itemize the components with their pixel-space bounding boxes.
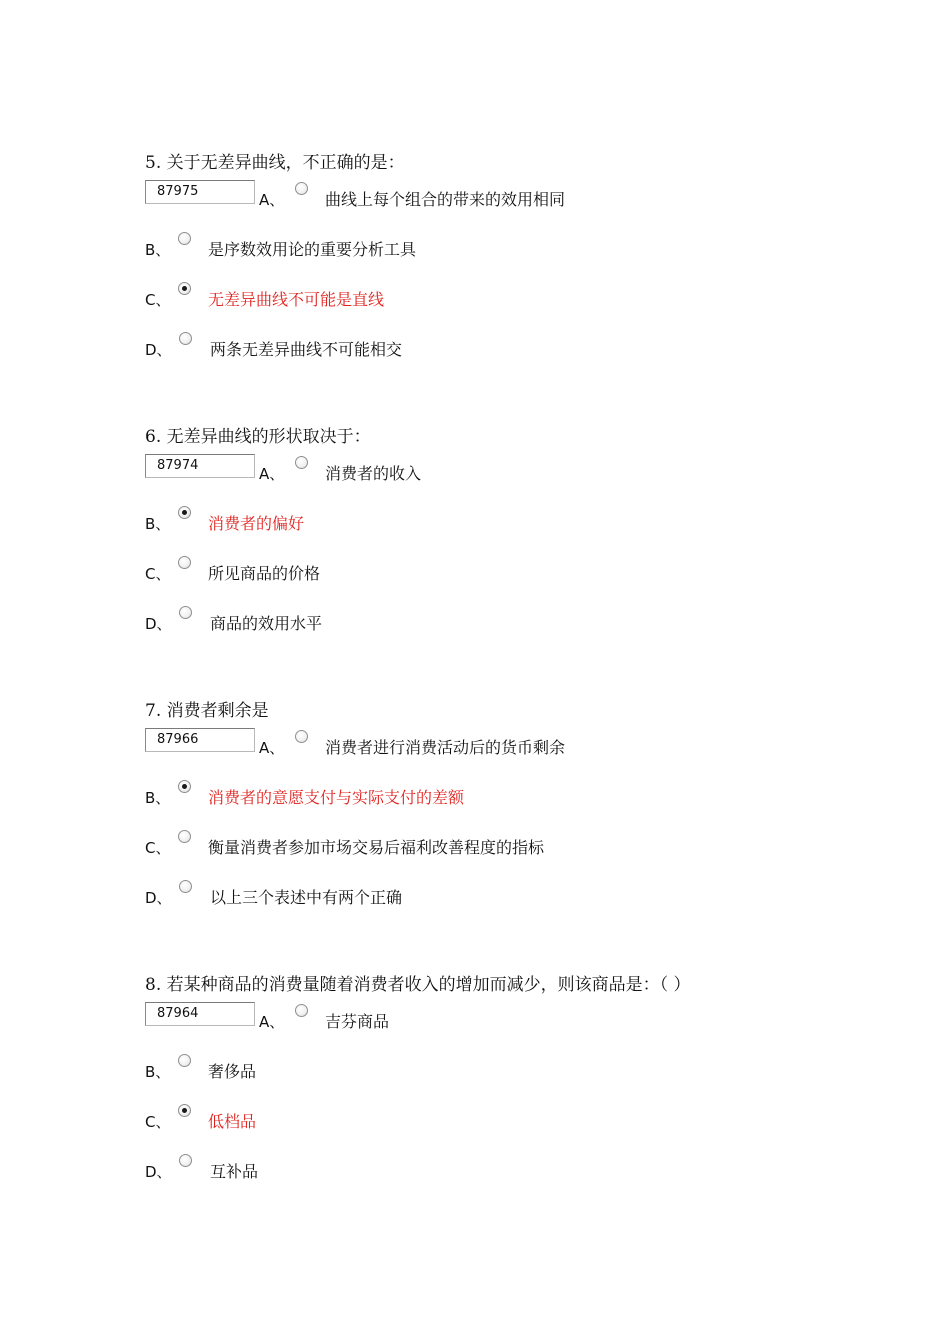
option-text: 消费者进行消费活动后的货币剩余 (325, 738, 566, 757)
radio-unchecked-icon[interactable] (179, 332, 192, 345)
radio-unchecked-icon[interactable] (295, 730, 308, 743)
option-letter: B、 (145, 789, 171, 807)
radio-unchecked-icon[interactable] (295, 182, 308, 195)
radio-unchecked-icon[interactable] (295, 456, 308, 469)
option-letter: B、 (145, 515, 171, 533)
question-id-field[interactable]: 87975 (145, 180, 255, 204)
option-text: 两条无差异曲线不可能相交 (210, 340, 403, 359)
question-block (145, 974, 905, 1234)
option-letter: D、 (145, 341, 172, 359)
option-text: 所见商品的价格 (208, 564, 321, 583)
option-letter: C、 (145, 565, 171, 583)
option-text: 曲线上每个组合的带来的效用相同 (325, 190, 566, 209)
option-letter: D、 (145, 615, 172, 633)
option-text: 奢侈品 (208, 1062, 257, 1081)
radio-checked-icon[interactable] (178, 506, 191, 519)
option-letter: D、 (145, 889, 172, 907)
question-title: 6. 无差异曲线的形状取决于： (145, 427, 371, 447)
question-title: 5. 关于无差异曲线，不正确的是： (145, 153, 405, 173)
option-text: 低档品 (208, 1112, 257, 1131)
option-text: 以上三个表述中有两个正确 (210, 888, 403, 907)
option-letter: B、 (145, 241, 171, 259)
option-letter: C、 (145, 1113, 171, 1131)
option-letter: A、 (259, 1013, 285, 1031)
radio-unchecked-icon[interactable] (178, 556, 191, 569)
radio-unchecked-icon[interactable] (178, 232, 191, 245)
question-id-field[interactable]: 87964 (145, 1002, 255, 1026)
question-title: 8. 若某种商品的消费量随着消费者收入的增加而减少，则该商品是：（ ） (145, 975, 691, 995)
option-letter: A、 (259, 191, 285, 209)
option-text: 消费者的收入 (325, 464, 422, 483)
radio-unchecked-icon[interactable] (295, 1004, 308, 1017)
option-letter: D、 (145, 1163, 172, 1181)
question-block (145, 152, 905, 412)
option-text: 互补品 (210, 1162, 259, 1181)
radio-unchecked-icon[interactable] (178, 830, 191, 843)
radio-checked-icon[interactable] (178, 282, 191, 295)
question-block (145, 426, 905, 686)
radio-unchecked-icon[interactable] (179, 1154, 192, 1167)
option-letter: B、 (145, 1063, 171, 1081)
option-letter: A、 (259, 465, 285, 483)
radio-unchecked-icon[interactable] (179, 880, 192, 893)
option-letter: C、 (145, 839, 171, 857)
option-text: 商品的效用水平 (210, 614, 323, 633)
option-text: 衡量消费者参加市场交易后福利改善程度的指标 (208, 838, 545, 857)
option-text: 是序数效用论的重要分析工具 (208, 240, 417, 259)
option-text: 消费者的意愿支付与实际支付的差额 (208, 788, 465, 807)
question-title: 7. 消费者剩余是 (145, 701, 269, 721)
radio-unchecked-icon[interactable] (178, 1054, 191, 1067)
option-text: 消费者的偏好 (208, 514, 305, 533)
option-text: 无差异曲线不可能是直线 (208, 290, 385, 309)
radio-checked-icon[interactable] (178, 780, 191, 793)
question-id-field[interactable]: 87966 (145, 728, 255, 752)
option-letter: C、 (145, 291, 171, 309)
question-id-field[interactable]: 87974 (145, 454, 255, 478)
question-block (145, 700, 905, 960)
option-letter: A、 (259, 739, 285, 757)
radio-unchecked-icon[interactable] (179, 606, 192, 619)
option-text: 吉芬商品 (325, 1012, 390, 1031)
radio-checked-icon[interactable] (178, 1104, 191, 1117)
